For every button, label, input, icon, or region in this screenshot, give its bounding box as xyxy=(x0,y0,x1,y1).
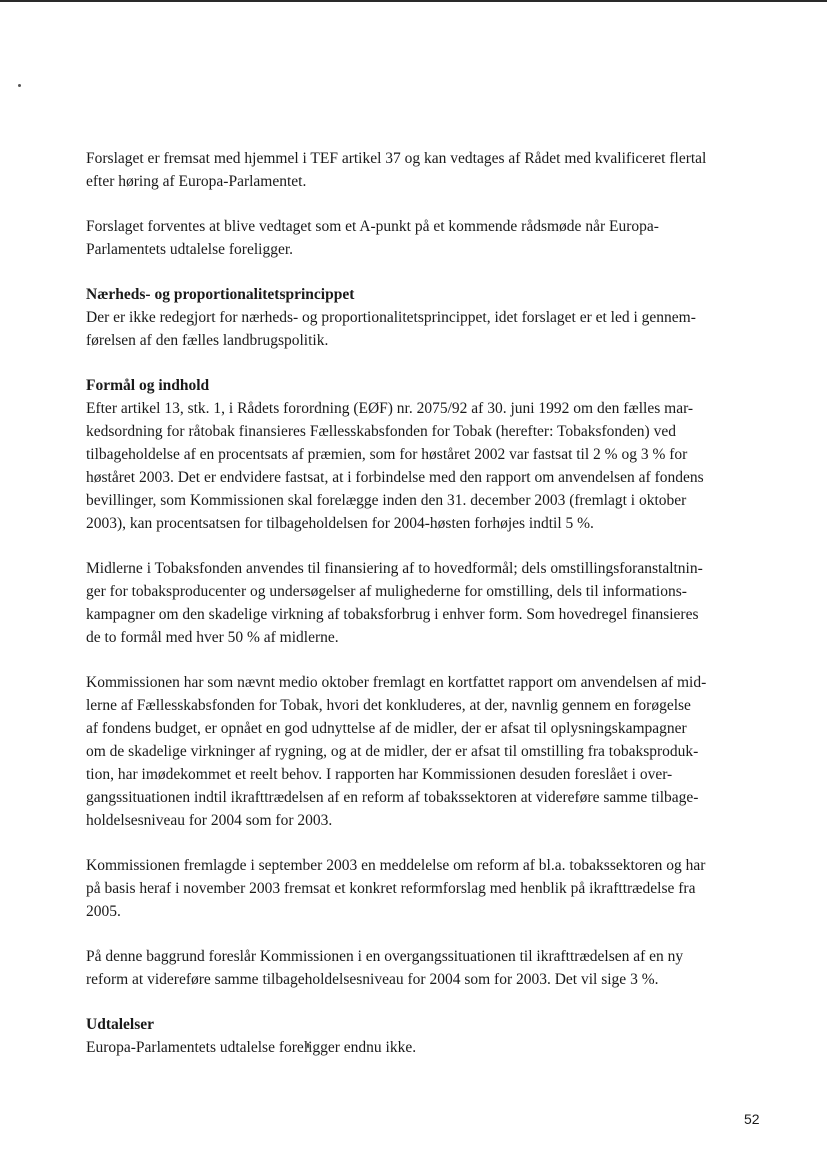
scan-speck xyxy=(18,84,21,87)
section-subsidiarity xyxy=(86,283,766,352)
text-line: På denne baggrund foreslår Kommissionen i en overgangssituationen til ikrafttrædelsen af en ny xyxy=(86,948,684,965)
text-line: holdelsesniveau for 2004 som for 2003. xyxy=(86,812,333,829)
section-heading: Udtalelser xyxy=(86,1016,155,1033)
page-number: 52 xyxy=(744,1111,760,1127)
section-heading: Nærheds- og proportionalitetsprincippet xyxy=(86,286,355,303)
text-line: 2005. xyxy=(86,903,121,920)
text-line: Efter artikel 13, stk. 1, i Rådets forordning (EØF) nr. 2075/92 af 30. juni 1992 om den fælles mar- xyxy=(86,400,694,417)
text-line: Parlamentets udtalelse foreligger. xyxy=(86,241,294,258)
text-line: 2003), kan procentsatsen for tilbageholdelsen for 2004-høsten forhøjes indtil 5 %. xyxy=(86,515,594,532)
paragraph-article-13 xyxy=(86,397,766,535)
section-purpose-content xyxy=(86,374,766,991)
text-line: reform at videreføre samme tilbageholdelsesniveau for 2004 som for 2003. Det vil sige 3 %. xyxy=(86,971,659,988)
text-line: Midlerne i Tobaksfonden anvendes til finansiering af to hovedformål; dels omstillingsforanstaltnin- xyxy=(86,560,703,577)
text-line: kedsordning for råtobak finansieres Fællesskabsfonden for Tobak (herefter: Tobaksfonden) ved xyxy=(86,423,676,440)
text-line: Kommissionen har som nævnt medio oktober fremlagt en kortfattet rapport om anvendelsen af mid- xyxy=(86,674,707,691)
paragraph-adoption xyxy=(86,215,766,261)
text-line: af fondens budget, er opnået en god udnyttelse af de midler, der er afsat til oplysningskampagner xyxy=(86,720,687,737)
text-line: om de skadelige virkninger af rygning, og at de midler, der er afsat til omstilling fra tobaksproduk- xyxy=(86,743,699,760)
paragraph-conclusion xyxy=(86,945,766,991)
paragraph-fund-use xyxy=(86,557,766,649)
text-line: Der er ikke redegjort for nærheds- og proportionalitetsprincippet, idet forslaget er et led i gennem- xyxy=(86,309,696,326)
paragraph-legal-basis xyxy=(86,147,766,193)
text-line: tion, har imødekommet et reelt behov. I rapporten har Kommissionen desuden foreslået i over- xyxy=(86,766,673,783)
text-line: høståret 2003. Det er endvidere fastsat, at i forbindelse med den rapport om anvendelsen af fondens xyxy=(86,469,704,486)
text-line: bevillinger, som Kommissionen skal forelægge inden den 31. december 2003 (fremlagt i oktober xyxy=(86,492,687,509)
text-line: ger for tobaksproducenter og undersøgelser af mulighederne for omstilling, dels til informations- xyxy=(86,583,687,600)
text-line: tilbageholdelse af en procentsats af præmien, som for høståret 2002 var fastsat til 2 % og 3 % for xyxy=(86,446,688,463)
document-body xyxy=(86,147,766,1081)
top-border-line xyxy=(0,0,827,2)
section-statements xyxy=(86,1013,766,1059)
text-line: kampagner om den skadelige virkning af tobaksforbrug i enhver form. Som hovedregel finansieres xyxy=(86,606,699,623)
text-line: Forslaget er fremsat med hjemmel i TEF artikel 37 og kan vedtages af Rådet med kvalificeret flertal xyxy=(86,150,707,167)
text-line: på basis heraf i november 2003 fremsat et konkret reformforslag med henblik på ikrafttrædelse fra xyxy=(86,880,696,897)
paragraph-reform-proposal xyxy=(86,854,766,923)
text-line: gangssituationen indtil ikrafttrædelsen af en reform af tobakssektoren at videreføre samme tilbage- xyxy=(86,789,699,806)
text-line: førelsen af den fælles landbrugspolitik. xyxy=(86,332,329,349)
paragraph-commission-report xyxy=(86,671,766,832)
section-heading: Formål og indhold xyxy=(86,377,210,394)
text-line: Kommissionen fremlagde i september 2003 en meddelelse om reform af bl.a. tobakssektoren og har xyxy=(86,857,706,874)
text-line: Forslaget forventes at blive vedtaget som et A-punkt på et kommende rådsmøde når Europa- xyxy=(86,218,659,235)
text-line: Europa-Parlamentets udtalelse foreligger endnu ikke. xyxy=(86,1039,417,1056)
text-line: efter høring af Europa-Parlamentet. xyxy=(86,173,307,190)
text-line: de to formål med hver 50 % af midlerne. xyxy=(86,629,339,646)
text-line: lerne af Fællesskabsfonden for Tobak, hvori det konkluderes, at der, navnlig gennem en forøgelse xyxy=(86,697,691,714)
